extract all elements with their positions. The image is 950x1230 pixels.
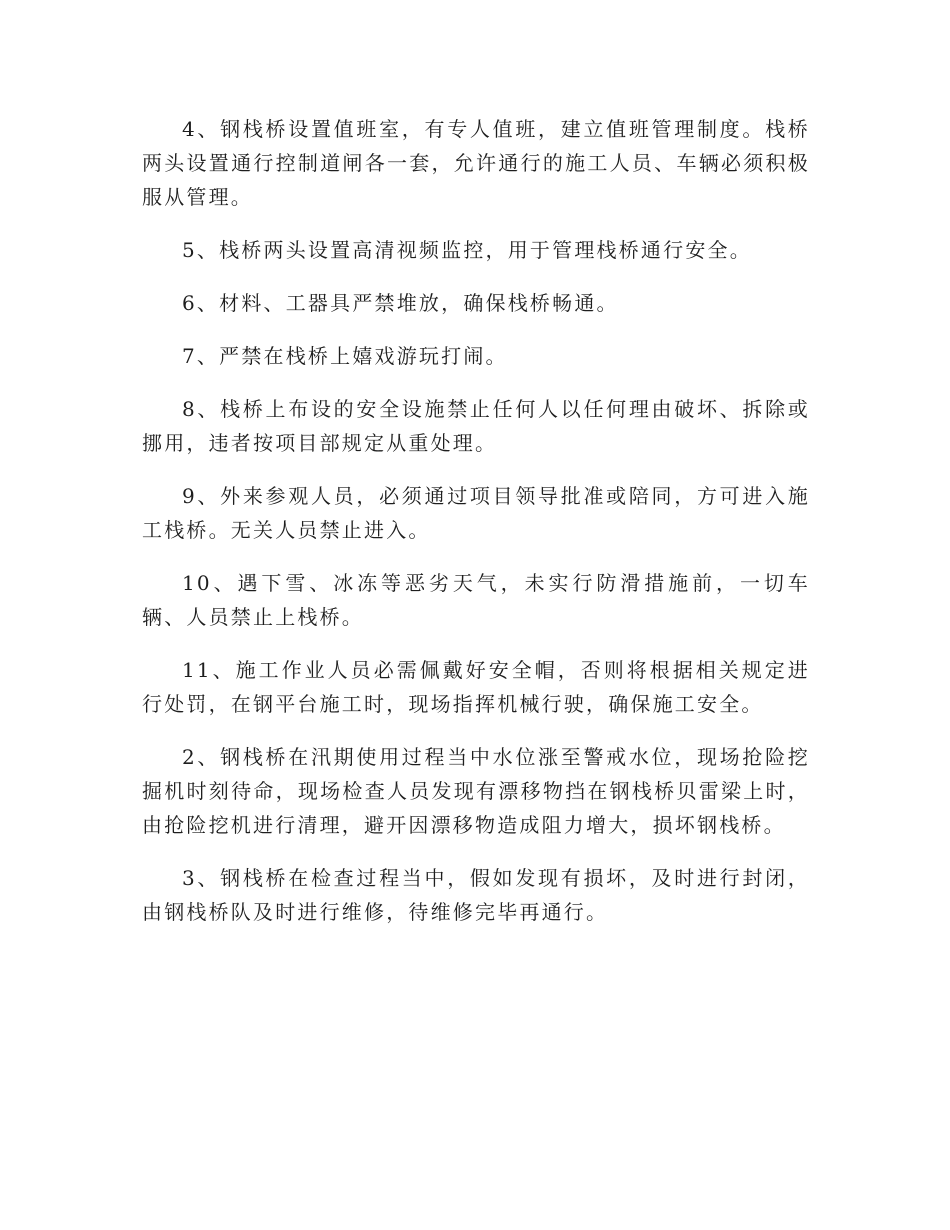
paragraph-item-5: 5、栈桥两头设置高清视频监控，用于管理栈桥通行安全。	[182, 238, 752, 262]
paragraph-item-11: 11、施工作业人员必需佩戴好安全帽，否则将根据相关规定进行处罚，在钢平台施工时，现场指挥机械行驶，确保施工安全。	[142, 658, 810, 716]
paragraph-item-8: 8、栈桥上布设的安全设施禁止任何人以任何理由破坏、拆除或挪用，违者按项目部规定从重处理。	[142, 397, 810, 455]
paragraph-item-2: 2、钢栈桥在汛期使用过程当中水位涨至警戒水位，现场抢险挖掘机时刻待命，现场检查人员发现有漂移物挡在钢栈桥贝雷梁上时，由抢险挖机进行清理，避开因漂移物造成阻力增大，损坏钢栈桥。	[142, 745, 810, 837]
paragraph-item-7: 7、严禁在栈桥上嬉戏游玩打闹。	[182, 344, 508, 368]
paragraph-item-9: 9、外来参观人员，必须通过项目领导批准或陪同，方可进入施工栈桥。无关人员禁止进入。	[142, 484, 810, 542]
paragraph-item-3: 3、钢栈桥在检查过程当中，假如发现有损坏，及时进行封闭，由钢栈桥队及时进行维修，待维修完毕再通行。	[142, 866, 810, 924]
document-body	[142, 112, 810, 948]
paragraph-item-10: 10、遇下雪、冰冻等恶劣天气，未实行防滑措施前，一切车辆、人员禁止上栈桥。	[142, 571, 810, 629]
paragraph-item-6: 6、材料、工器具严禁堆放，确保栈桥畅通。	[182, 291, 619, 315]
paragraph-item-4: 4、钢栈桥设置值班室，有专人值班，建立值班管理制度。栈桥两头设置通行控制道闸各一套，允许通行的施工人员、车辆必须积极服从管理。	[142, 117, 810, 209]
